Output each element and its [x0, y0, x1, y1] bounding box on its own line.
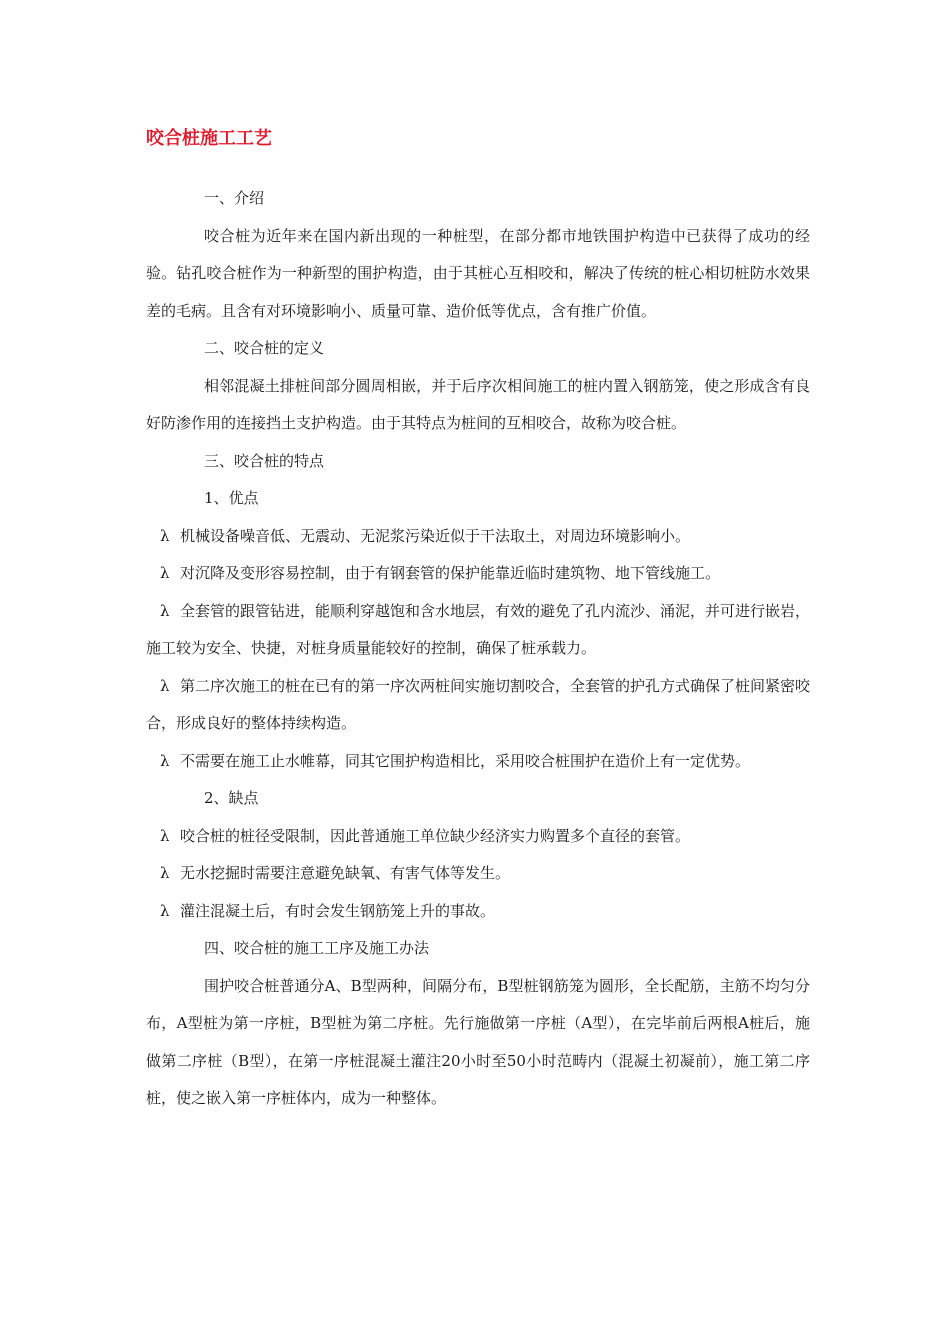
subheading-advantages: 1、优点: [204, 489, 259, 507]
definition-paragraph: 相邻混凝土排桩间部分圆周相嵌，并于后序次相间施工的桩内置入钢筋笼，使之形成含有良好防渗作用的连接挡土支护构造。由于其特点为桩间的互相咬合，故称为咬合桩。: [146, 376, 810, 432]
disadvantage-item-text: 灌注混凝土后，有时会发生钢筋笼上升的事故。: [180, 901, 496, 920]
disadvantage-item-text: 无水挖掘时需要注意避免缺氧、有害气体等发生。: [180, 864, 511, 882]
disadvantage-item: [146, 893, 810, 931]
bullet-lambda-icon: λ: [160, 564, 170, 582]
section-heading-definition: 二、咬合桩的定义: [204, 339, 325, 357]
intro-paragraph: 咬合桩为近年来在国内新出现的一种桩型，在部分都市地铁围护构造中已获得了成功的经验。钻孔咬合桩作为一种新型的围护构造，由于其桩心互相咬和，解决了传统的桩心相切桩防水效果差的毛病。且含有对环境影响小、质量可靠、造价低等优点，含有推广价值。: [146, 226, 810, 320]
bullet-lambda-icon: λ: [160, 901, 170, 920]
disadvantage-item: [146, 855, 810, 893]
bullet-lambda-icon: λ: [160, 751, 170, 770]
disadvantage-item-text: 咬合桩的桩径受限制，因此普通施工单位缺少经济实力购置多个直径的套管。: [180, 826, 691, 845]
section-heading-procedure: 四、咬合桩的施工工序及施工办法: [204, 939, 430, 957]
advantage-item-text: 机械设备噪音低、无震动、无泥浆污染近似于干法取土，对周边环境影响小。: [180, 526, 691, 545]
subheading-disadvantages: 2、缺点: [204, 789, 259, 807]
section-heading-intro: 一、介绍: [204, 189, 265, 207]
disadvantage-item: [146, 818, 810, 856]
bullet-lambda-icon: λ: [160, 826, 170, 845]
bullet-lambda-icon: λ: [160, 601, 170, 620]
advantage-item: [146, 668, 810, 743]
advantage-item: [146, 555, 810, 593]
advantage-item: [146, 743, 810, 781]
advantage-item-text: 对沉降及变形容易控制，由于有钢套管的保护能靠近临时建筑物、地下管线施工。: [180, 564, 721, 582]
advantage-item: [146, 593, 810, 668]
procedure-paragraph: 围护咬合桩普通分A、B型两种，间隔分布，B型桩钢筋笼为圆形，全长配筋，主筋不均匀分布，A型桩为第一序桩，B型桩为第二序桩。先行施做第一序桩（A型），在完毕前后两根A桩后，施做第二序桩（B型），在第一序桩混凝土灌注20小时至50小时范畴内（混凝土初凝前），施工第二序桩，使之嵌入第一序桩体内，成为一种整体。: [146, 976, 810, 1107]
section-heading-features: 三、咬合桩的特点: [204, 451, 325, 470]
bullet-lambda-icon: λ: [160, 526, 170, 545]
bullet-lambda-icon: λ: [160, 676, 170, 695]
advantage-item: [146, 518, 810, 556]
advantage-item-text: 全套管的跟管钻进，能顺利穿越饱和含水地层，有效的避免了孔内流沙、涌泥，并可进行嵌岩，施工较为安全、快捷，对桩身质量能较好的控制，确保了桩承载力。: [146, 601, 811, 657]
bullet-lambda-icon: λ: [160, 864, 170, 882]
document-title: 咬合桩施工工艺: [146, 128, 272, 149]
document-body: [146, 180, 810, 1118]
advantage-item-text: 第二序次施工的桩在已有的第一序次两桩间实施切割咬合，全套管的护孔方式确保了桩间紧密咬合，形成良好的整体持续构造。: [146, 676, 811, 732]
advantage-item-text: 不需要在施工止水帷幕，同其它围护构造相比，采用咬合桩围护在造价上有一定优势。: [180, 751, 751, 770]
